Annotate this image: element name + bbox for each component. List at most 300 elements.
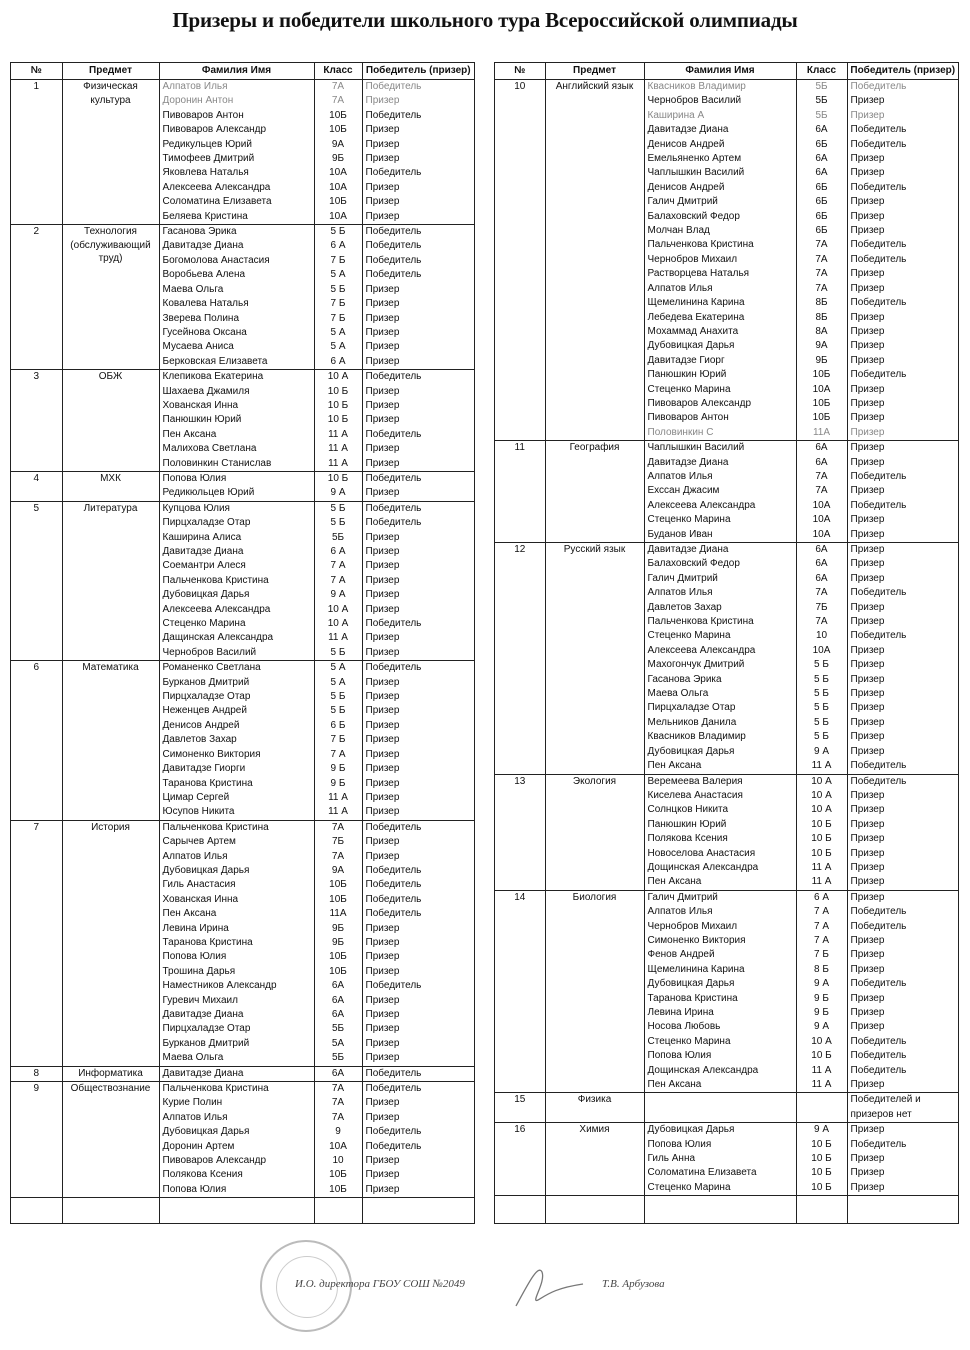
student-name: Левина Ирина [159,922,314,936]
student-name: Богомолова Анастасия [159,254,314,268]
student-class: 7 Б [314,312,362,326]
result-status: Призер [847,890,958,905]
student-class: 10А [796,513,847,527]
result-status: Призер [850,528,885,540]
student-class: 7А [796,253,847,267]
student-name: Галич Дмитрий [644,195,796,209]
result-status: Призер [850,876,885,888]
result-status: Призер [850,514,885,526]
student-class: 5 А [314,268,362,282]
result-status: Победитель [362,1066,474,1081]
result-status: Призер [850,1079,885,1091]
subject-name: ОБЖ [62,370,159,472]
student-class: 9 [314,1125,362,1139]
result-status: Призер [850,1007,885,1018]
student-name: Трошина Дарья [159,965,314,979]
student-class: 5Б [314,1022,362,1036]
student-class: 10Б [314,965,362,979]
result-status: Победитель [362,820,474,835]
subject-name: Обществознание [62,1082,159,1198]
student-class: 7А [314,94,362,108]
student-name: Яковлева Наталья [159,166,314,180]
subject-number: 3 [11,370,62,472]
subject-number: 2 [11,225,62,370]
student-name: Соломатина Елизавета [644,1166,796,1180]
student-class: 7 А [796,934,847,948]
student-class: 7 Б [314,297,362,311]
student-name: Дубовицкая Дарья [644,339,796,353]
student-class: 10 А [314,370,362,385]
result-status: Победитель [850,906,907,918]
student-name: Пальченкова Кристина [159,574,314,588]
student-class: 10 Б [314,413,362,427]
result-status: Победитель [850,124,907,136]
student-class: 5 Б [314,283,362,297]
student-class: 9 Б [796,1006,847,1020]
student-name: Алексеева Александра [159,181,314,195]
result-status: Призер [365,487,400,499]
student-name: Таранова Кристина [159,936,314,950]
student-name: Полякова Ксения [644,832,796,846]
result-status: Призер [365,443,400,455]
student-name: Дубовицкая Дарья [159,864,314,878]
result-status: Победитель [365,1140,422,1152]
table-row [495,543,958,558]
student-class: 6А [796,557,847,571]
student-name: Буданов Иван [644,528,796,543]
result-status: Призер [850,731,885,743]
student-name: Гасанова Эрика [159,225,314,240]
result-status: Призер [850,1153,885,1165]
student-name: Бурканов Дмитрий [159,676,314,690]
result-status: Призер [365,1111,400,1123]
student-class: 6 А [314,239,362,253]
student-class: 10Б [796,397,847,411]
header-name: Фамилия Имя [159,63,314,80]
header-name: Фамилия Имя [644,63,796,80]
student-name: Давитадзе Диана [159,1008,314,1022]
student-class: 11 А [314,631,362,645]
student-class: 11 А [796,875,847,890]
result-status: Призер [850,745,885,757]
subject-name: Физика [545,1093,644,1123]
result-status: Призер [365,138,400,150]
student-class: 7 А [314,559,362,573]
student-name: Чаплышкин Василий [644,166,796,180]
result-status: Призер [365,414,400,426]
student-name: Щемелинина Карина [644,963,796,977]
result-status: Призер [850,383,885,395]
table-row [495,1123,958,1138]
student-name: Растворцева Наталья [644,267,796,281]
student-class: 11 А [796,759,847,774]
result-status: Победитель [850,138,907,150]
result-status: Призер [365,836,400,848]
result-status: Победителей и призеров нет [847,1093,958,1123]
student-class: 11А [796,426,847,441]
student-name: Гуревич Михаил [159,994,314,1008]
result-status: Победитель [850,1064,907,1076]
student-class: 9 Б [796,992,847,1006]
student-name: Пальченкова Кристина [159,1082,314,1097]
student-name: Дощинская Александра [644,861,796,875]
student-class: 7А [796,484,847,498]
student-class: 10 Б [796,1181,847,1196]
student-name: Давлетов Захар [159,733,314,747]
student-name: Стеценко Марина [644,1181,796,1196]
student-name: Квасников Владимир [644,80,796,95]
result-status: Победитель [850,499,907,511]
student-name: Алпатов Илья [644,282,796,296]
student-class: 5 Б [314,704,362,718]
student-name: Малихова Светлана [159,442,314,456]
result-status: Призер [850,1167,885,1179]
student-class: 9 А [314,486,362,501]
result-status: Победитель [847,774,958,789]
student-class: 5 Б [314,646,362,661]
signature-block [228,1232,738,1342]
result-status: Призер [847,1123,958,1138]
result-status: Призер [850,558,885,570]
student-class: 10 Б [796,1049,847,1063]
result-status: Призер [850,340,885,352]
student-class: 10Б [314,195,362,209]
student-name: Берковская Елизавета [159,355,314,370]
result-status: Призер [850,673,885,685]
student-name: Балаховский Федор [644,210,796,224]
result-status: Призер [365,560,400,572]
result-status: Призер [365,1023,400,1035]
student-name: Тимофеев Дмитрий [159,152,314,166]
result-status: Призер [850,456,885,468]
result-status: Победитель [850,181,907,193]
student-name: Дубовицкая Дарья [644,1123,796,1138]
result-status: Призер [847,543,958,558]
result-status: Победитель [365,908,422,920]
result-status: Призер [365,181,400,193]
student-class: 6 А [314,355,362,370]
student-class: 6А [314,994,362,1008]
student-class: 10 Б [314,399,362,413]
student-name: Попова Юлия [644,1138,796,1152]
result-status: Призер [365,355,400,367]
student-class: 10Б [314,123,362,137]
result-status: Призер [850,949,885,961]
result-status: Призер [365,326,400,338]
student-name: Пен Аксана [644,875,796,890]
student-class: 8Б [796,296,847,310]
student-class: 5Б [796,94,847,108]
student-class: 6А [314,1008,362,1022]
student-class: 6А [796,441,847,456]
student-class: 9А [314,138,362,152]
student-class: 10Б [314,878,362,892]
student-class: 7Б [796,601,847,615]
student-class: 11 А [314,457,362,472]
result-status: Победитель [365,1126,422,1138]
student-class: 10 А [796,789,847,803]
result-status: Призер [365,196,400,208]
result-status: Призер [850,992,885,1004]
student-class: 9 А [314,588,362,602]
student-class: 10А [796,528,847,543]
student-class: 8 Б [796,963,847,977]
result-status: Призер [850,963,885,975]
student-name: Левина Ирина [644,1006,796,1020]
student-name: Махогончук Дмитрий [644,658,796,672]
header-subject: Предмет [545,63,644,80]
result-status: Призер [850,644,885,656]
student-class: 9А [796,339,847,353]
student-name: Юсупов Никита [159,805,314,820]
student-class: 6 А [796,890,847,905]
student-class: 8А [796,325,847,339]
subject-number: 13 [495,774,545,890]
student-name: Беляева Кристина [159,210,314,225]
student-class: 11 А [796,861,847,875]
result-status: Призер [850,210,885,222]
result-status: Призер [365,1097,400,1109]
result-status: Призер [365,603,400,615]
subject-name: Биология [545,890,644,1093]
student-name: Пальченкова Кристина [159,820,314,835]
student-name: Давитадзе Диана [159,545,314,559]
student-name: Денисов Андрей [159,719,314,733]
student-class: 10 А [314,617,362,631]
result-status: Призер [850,397,885,409]
student-name: Пирцхаладзе Отар [644,701,796,715]
student-class: 6 А [314,545,362,559]
student-name: Попова Юлия [159,950,314,964]
result-status: Победитель [362,80,474,95]
student-name: Гусейнова Оксана [159,326,314,340]
result-status: Победитель [365,109,422,121]
student-name: Чернобров Михаил [644,253,796,267]
result-status: Призер [365,546,400,557]
director-role: И.О. директора ГБОУ СОШ №2049 [295,1278,465,1290]
student-class: 7А [314,1082,362,1097]
student-name: Цимар Сергей [159,791,314,805]
student-class: 10Б [314,109,362,123]
student-name: Симоненко Виктория [644,934,796,948]
student-name: Панюшкин Юрий [159,413,314,427]
result-status: Победитель [365,254,422,266]
result-status: Победитель [850,587,907,599]
result-status: Призер [847,441,958,456]
result-status: Призер [365,994,400,1006]
student-name: Пен Аксана [644,1078,796,1093]
student-class: 7А [796,282,847,296]
student-name: Маева Ольга [159,283,314,297]
result-status: Призер [365,936,400,948]
subject-name: Технология (обслуживающий труд) [62,225,159,370]
student-name: Алпатов Илья [159,850,314,864]
result-status: Призер [365,1155,400,1167]
result-status: Призер [850,601,885,613]
subject-number: 12 [495,543,545,775]
student-class: 11 А [314,442,362,456]
subject-name: Английский язык [545,80,644,441]
result-status: Призер [365,777,400,789]
result-status: Победитель [850,470,907,482]
result-status: Призер [850,153,885,165]
student-name [644,1093,796,1123]
result-status: Призер [365,1052,400,1064]
student-name: Мусаева Аниса [159,340,314,354]
student-name: Молчан Влад [644,224,796,238]
subject-number: 8 [11,1066,62,1081]
student-class: 11 А [314,805,362,820]
student-name: Балаховский Федор [644,557,796,571]
student-class: 7А [314,850,362,864]
student-class: 9 А [796,745,847,759]
result-status: Призер [365,951,400,963]
student-class: 7А [796,267,847,281]
student-class: 7А [796,615,847,629]
student-name: Чаплышкин Василий [644,441,796,456]
student-name: Пен Аксана [159,428,314,442]
table-row [11,1066,474,1081]
student-class: 5А [314,1037,362,1051]
result-status: Призер [850,412,885,424]
student-name: Таранова Кристина [159,777,314,791]
subject-name: Информатика [62,1066,159,1081]
subject-name: Физическая культура [62,80,159,225]
result-status: Победитель [362,501,474,516]
student-name: Стеценко Марина [644,513,796,527]
student-class: 10 А [796,803,847,817]
subject-number: 4 [11,471,62,501]
result-status: Призер [365,646,400,658]
student-name: Алпатов Илья [159,80,314,95]
student-name: Давитадзе Диана [159,1066,314,1081]
table-row [11,471,474,486]
result-status: Победитель [850,1138,907,1150]
student-class: 10 Б [796,832,847,846]
result-status: Призер [850,702,885,714]
student-name: Хованская Инна [159,399,314,413]
result-status: Победитель [362,661,474,676]
result-status: Призер [850,847,885,859]
subject-number: 11 [495,441,545,543]
student-name: Соемантри Алеся [159,559,314,573]
student-name: Киселева Анастасия [644,789,796,803]
subject-name: Литература [62,501,159,660]
student-class: 10 [314,1154,362,1168]
student-name: Доронин Антон [159,94,314,108]
student-name: Алпатов Илья [644,905,796,919]
result-status: Победитель [365,618,422,630]
student-class: 7 А [796,920,847,934]
student-class: 5 Б [314,501,362,516]
result-status: Победитель [365,517,422,529]
subject-name: Экология [545,774,644,890]
subject-number: 7 [11,820,62,1066]
subject-number: 16 [495,1123,545,1196]
result-status: Призер [365,457,400,469]
student-name: Романенко Светлана [159,661,314,676]
student-class: 10 Б [314,385,362,399]
result-status: Победитель [847,80,958,95]
student-name: Дубовицкая Дарья [159,1125,314,1139]
student-class: 5 Б [796,701,847,715]
result-status: Победитель [362,225,474,240]
student-class: 5 Б [796,687,847,701]
student-class: 10 Б [796,1166,847,1180]
student-class: 10 Б [796,847,847,861]
result-status: Победитель [365,240,422,252]
signature-scribble [508,1254,588,1314]
student-name: Панюшкин Юрий [644,818,796,832]
table-row [495,1093,958,1123]
table-row [495,890,958,905]
table-row [11,370,474,385]
result-status: Призер [850,804,885,816]
student-class: 7А [796,586,847,600]
result-status: Призер [850,167,885,179]
page-title: Призеры и победители школьного тура Всероссийской олимпиады [172,8,798,32]
subject-number: 9 [11,1082,62,1198]
student-name: Пивоваров Александр [644,397,796,411]
student-class: 6Б [796,210,847,224]
result-status: Призер [365,341,400,353]
result-status: Призер [365,531,400,543]
student-name: Воробьева Алена [159,268,314,282]
student-name: Пирцхаладзе Отар [159,516,314,530]
result-status: Призер [850,426,885,438]
result-status: Призер [365,1183,400,1195]
student-class: 5Б [314,1051,362,1066]
subject-number: 5 [11,501,62,660]
student-name: Шахаева Джамиля [159,385,314,399]
student-name: Чернобров Василий [159,646,314,661]
student-name: Дощинская Александра [644,1064,796,1078]
student-class: 5 Б [314,225,362,240]
student-class: 10Б [314,893,362,907]
student-class: 9 А [796,1020,847,1034]
student-class: 10А [314,181,362,195]
result-status: Призер [365,705,400,717]
table-row [495,80,958,95]
student-class: 11 А [314,428,362,442]
student-name: Ехссан Джасим [644,484,796,498]
student-name: Веремеева Валерия [644,774,796,789]
student-name: Наместников Александр [159,979,314,993]
student-class: 5Б [796,80,847,95]
student-class: 7 Б [314,733,362,747]
result-status: Призер [365,589,400,601]
result-status: Призер [365,719,400,731]
student-class: 9 А [796,977,847,991]
student-name: Пивоваров Антон [644,411,796,425]
student-class: 11 А [796,1078,847,1093]
student-class: 10 [796,629,847,643]
student-class: 11А [314,907,362,921]
result-status: Призер [850,95,885,107]
student-name: Галич Дмитрий [644,572,796,586]
student-class: 6А [314,1066,362,1081]
student-name: Маева Ольга [159,1051,314,1066]
student-name: Пирцхаладзе Отар [159,690,314,704]
student-class: 10 Б [314,471,362,486]
result-status: Призер [365,95,400,107]
student-class: 7 Б [796,948,847,962]
student-name: Алексеева Александра [644,644,796,658]
subject-number: 10 [495,80,545,441]
result-status: Призер [365,748,400,760]
student-name: Дубовицкая Дарья [644,977,796,991]
result-status: Призер [850,196,885,208]
